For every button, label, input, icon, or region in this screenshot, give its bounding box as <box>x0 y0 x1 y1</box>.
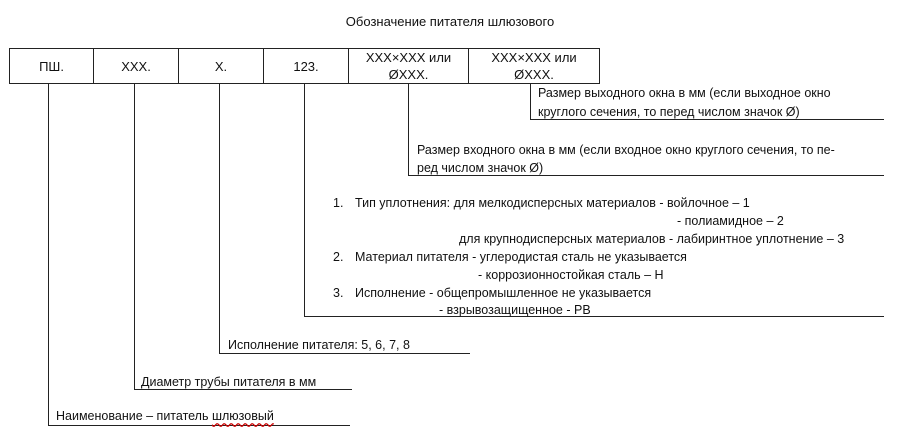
leader-diameter-vertical <box>134 84 135 389</box>
list-item3-line2: - взрывозащищенное - РВ <box>439 303 591 317</box>
note-outlet-line2: круглого сечения, то перед числом значок Ø) <box>538 105 800 119</box>
note-inlet-line2: ред числом значок Ø) <box>417 161 544 175</box>
code-cell-type <box>9 48 93 84</box>
list-item2-line1: Материал питателя - углеродистая сталь не указывается <box>355 250 687 264</box>
code-cell-execution <box>178 48 263 84</box>
code-cell-outlet <box>468 48 600 84</box>
code-cell-size <box>93 48 178 84</box>
code-type-text: ПШ. <box>39 58 64 74</box>
leader-name-vertical <box>48 84 49 425</box>
code-outlet-line2: ØХХХ. <box>514 67 554 82</box>
code-inlet-line1: ХХХ×ХХХ или <box>365 50 452 65</box>
list-item1-line3: для крупнодисперсных материалов - лабиринтное уплотнение – 3 <box>459 232 845 246</box>
note-diameter: Диаметр трубы питателя в мм <box>141 375 317 389</box>
code-options-text: 123. <box>293 58 319 74</box>
leader-options-vertical <box>304 84 305 316</box>
leader-execution-vertical <box>219 84 220 353</box>
leader-outlet-vertical <box>530 84 531 119</box>
note-name-word: шлюзовый <box>211 409 274 423</box>
list-item3-number: 3. <box>333 286 344 300</box>
note-name-prefix: Наименование – питатель <box>56 409 212 423</box>
note-outlet-line1: Размер выходного окна в мм (если выходное окно <box>538 86 831 100</box>
note-inlet-line1: Размер входного окна в мм (если входное окно круглого сечения, то пе- <box>417 143 835 157</box>
list-item1-line1: Тип уплотнения: для мелкодисперсных материалов - войлочное – 1 <box>355 196 750 210</box>
note-execution: Исполнение питателя: 5, 6, 7, 8 <box>228 338 410 352</box>
code-cell-inlet <box>348 48 468 84</box>
code-execution-text: Х. <box>214 58 228 74</box>
list-item1-line2: - полиамидное – 2 <box>677 214 784 228</box>
list-item1-number: 1. <box>333 196 344 210</box>
code-cell-options <box>263 48 348 84</box>
note-name <box>56 407 274 426</box>
list-item3-line1: Исполнение - общепромышленное не указывается <box>355 286 652 300</box>
code-inlet-line2: ØХХХ. <box>388 67 429 82</box>
list-item2-number: 2. <box>333 250 344 264</box>
code-outlet-line1: ХХХ×ХХХ или <box>491 50 577 65</box>
list-item2-line2: - коррозионностойкая сталь – Н <box>478 268 664 282</box>
leader-inlet-vertical <box>408 84 409 175</box>
diagram-title: Обозначение питателя шлюзового <box>345 14 555 29</box>
code-size-text: ХХХ. <box>121 58 151 74</box>
leader-options-horizontal <box>304 316 884 317</box>
